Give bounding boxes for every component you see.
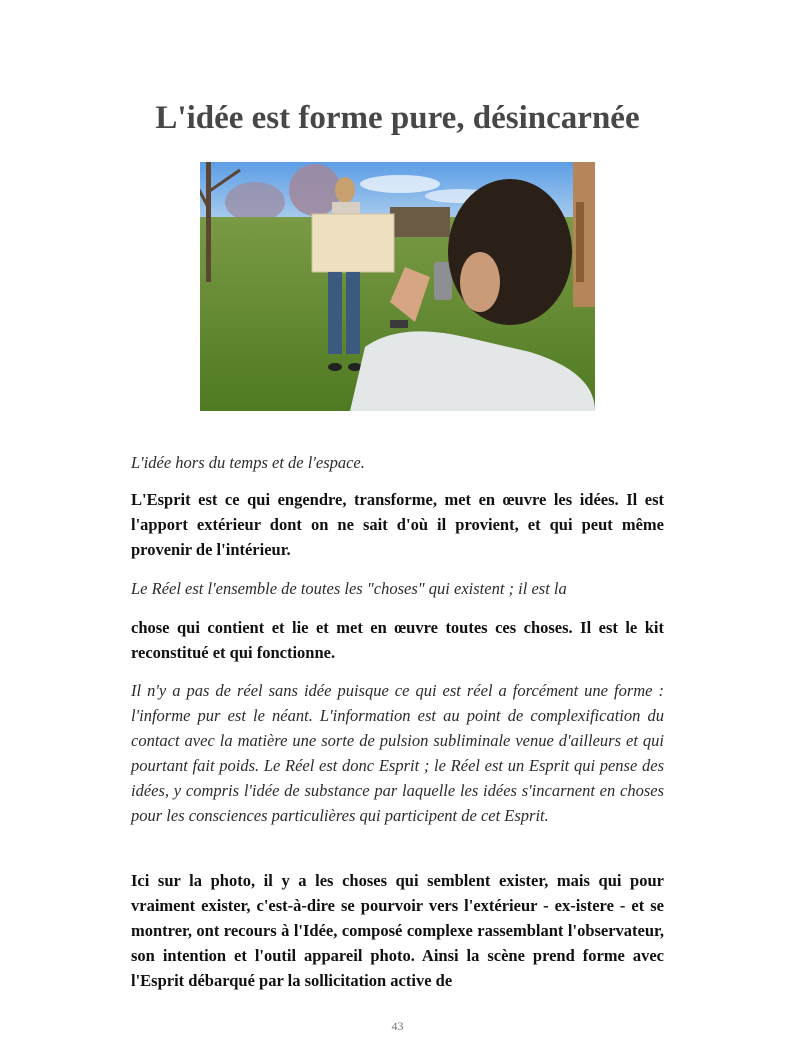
page-title: L'idée est forme pure, désincarnée bbox=[155, 100, 640, 136]
photo-image bbox=[200, 162, 595, 411]
paragraph-1: L'idée hors du temps et de l'espace. bbox=[131, 453, 365, 472]
paragraph-5: Il n'y a pas de réel sans idée puisque ce qui est réel a forcément une forme : l'informe pur est le néant. L'information est au point de complexification du contact avec la matière une sorte de pulsion subliminale venue d'ailleurs et qui pourtant fait poids. Le Réel est donc Esprit ; le Réel est un Esprit qui pense des idées, y compris l'idée de substance par laquelle les idées s'incarnent en choses pour les consciences particulières qui participent de cet Esprit. bbox=[131, 681, 664, 825]
paragraph-3: Le Réel est l'ensemble de toutes les "choses" qui existent ; il est la bbox=[131, 579, 567, 598]
page-number: 43 bbox=[391, 1019, 404, 1033]
paragraph-6: Ici sur la photo, il y a les choses qui semblent exister, mais qui pour vraiment exister, c'est-à-dire se pourvoir vers l'extérieur - ex-istere - et se montrer, ont recours à l'Idée, composé complexe rassemblant l'observateur, son intention et l'outil appareil photo. Ainsi la scène prend forme avec l'Esprit débarqué par la sollicitation active de bbox=[131, 871, 664, 990]
paragraph-4: chose qui contient et lie et met en œuvre toutes ces choses. Il est le kit reconstitué et qui fonctionne. bbox=[131, 618, 664, 662]
photo-icon bbox=[200, 162, 595, 411]
paragraph-2: L'Esprit est ce qui engendre, transforme, met en œuvre les idées. Il est l'apport extérieur dont on ne sait d'où il provient, et qui peut même provenir de l'intérieur. bbox=[131, 490, 664, 559]
